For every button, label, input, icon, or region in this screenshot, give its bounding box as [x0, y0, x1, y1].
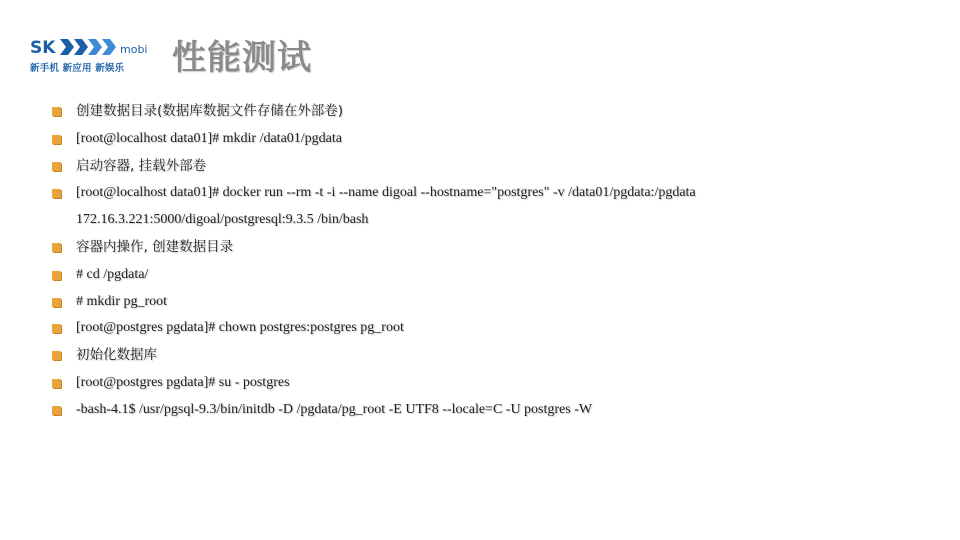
- bullet-item: [52, 98, 932, 126]
- bullet-square-icon: [52, 406, 61, 415]
- bullet-text: [root@localhost data01]# mkdir /data01/pgdata: [76, 130, 342, 146]
- bullet-item: [52, 315, 932, 342]
- bullet-list: [52, 98, 932, 424]
- bullet-item: [52, 153, 932, 181]
- bullet-square-icon: [52, 351, 61, 360]
- bullet-square-icon: [52, 135, 61, 144]
- bullet-square-icon: [52, 379, 61, 388]
- bullet-square-icon: [52, 298, 61, 307]
- logo-brand: SK: [30, 38, 56, 58]
- bullet-text: # mkdir pg_root: [76, 293, 167, 309]
- bullet-item: [52, 126, 932, 153]
- bullet-item: [52, 234, 932, 262]
- bullet-square-icon: [52, 189, 61, 198]
- bullet-item: [52, 289, 932, 316]
- bullet-item: [52, 370, 932, 397]
- logo-sub: mobi: [120, 43, 148, 56]
- bullet-text: # cd /pgdata/: [76, 266, 149, 282]
- bullet-text: [root@postgres pgdata]# su - postgres: [76, 374, 290, 390]
- chevron-2-icon: [74, 39, 88, 55]
- bullet-text: 容器内操作, 创建数据目录: [76, 238, 234, 255]
- chevron-4-icon: [102, 39, 116, 55]
- bullet-square-icon: [52, 271, 61, 280]
- company-logo: [30, 36, 155, 76]
- bullet-text: [root@localhost data01]# docker run --rm -t -i --name digoal --hostname="postgres" -v /data01/pgdata:/pgdata 172.16.3.221:5000/digoal/postgresql:9.3.5 /bin/bash: [76, 185, 696, 228]
- chevron-3-icon: [88, 39, 102, 55]
- bullet-square-icon: [52, 324, 61, 333]
- bullet-square-icon: [52, 162, 61, 171]
- logo-tagline: 新手机 新应用 新娱乐: [30, 63, 125, 74]
- chevron-1-icon: [60, 39, 74, 55]
- bullet-text: 初始化数据库: [76, 347, 157, 364]
- bullet-text: [root@postgres pgdata]# chown postgres:postgres pg_root: [76, 320, 404, 336]
- bullet-item: [52, 342, 932, 370]
- bullet-square-icon: [52, 243, 61, 252]
- bullet-item: [52, 397, 932, 424]
- bullet-text: 启动容器, 挂载外部卷: [76, 157, 207, 174]
- logo-mark: [30, 36, 155, 58]
- bullet-text: -bash-4.1$ /usr/pgsql-9.3/bin/initdb -D /pgdata/pg_root -E UTF8 --locale=C -U postgres -W: [76, 401, 593, 417]
- bullet-square-icon: [52, 107, 61, 116]
- bullet-text: 创建数据目录(数据库数据文件存储在外部卷): [76, 103, 344, 119]
- bullet-item: [52, 262, 932, 289]
- slide-title: 性能测试: [172, 38, 312, 78]
- bullet-item: [52, 180, 932, 234]
